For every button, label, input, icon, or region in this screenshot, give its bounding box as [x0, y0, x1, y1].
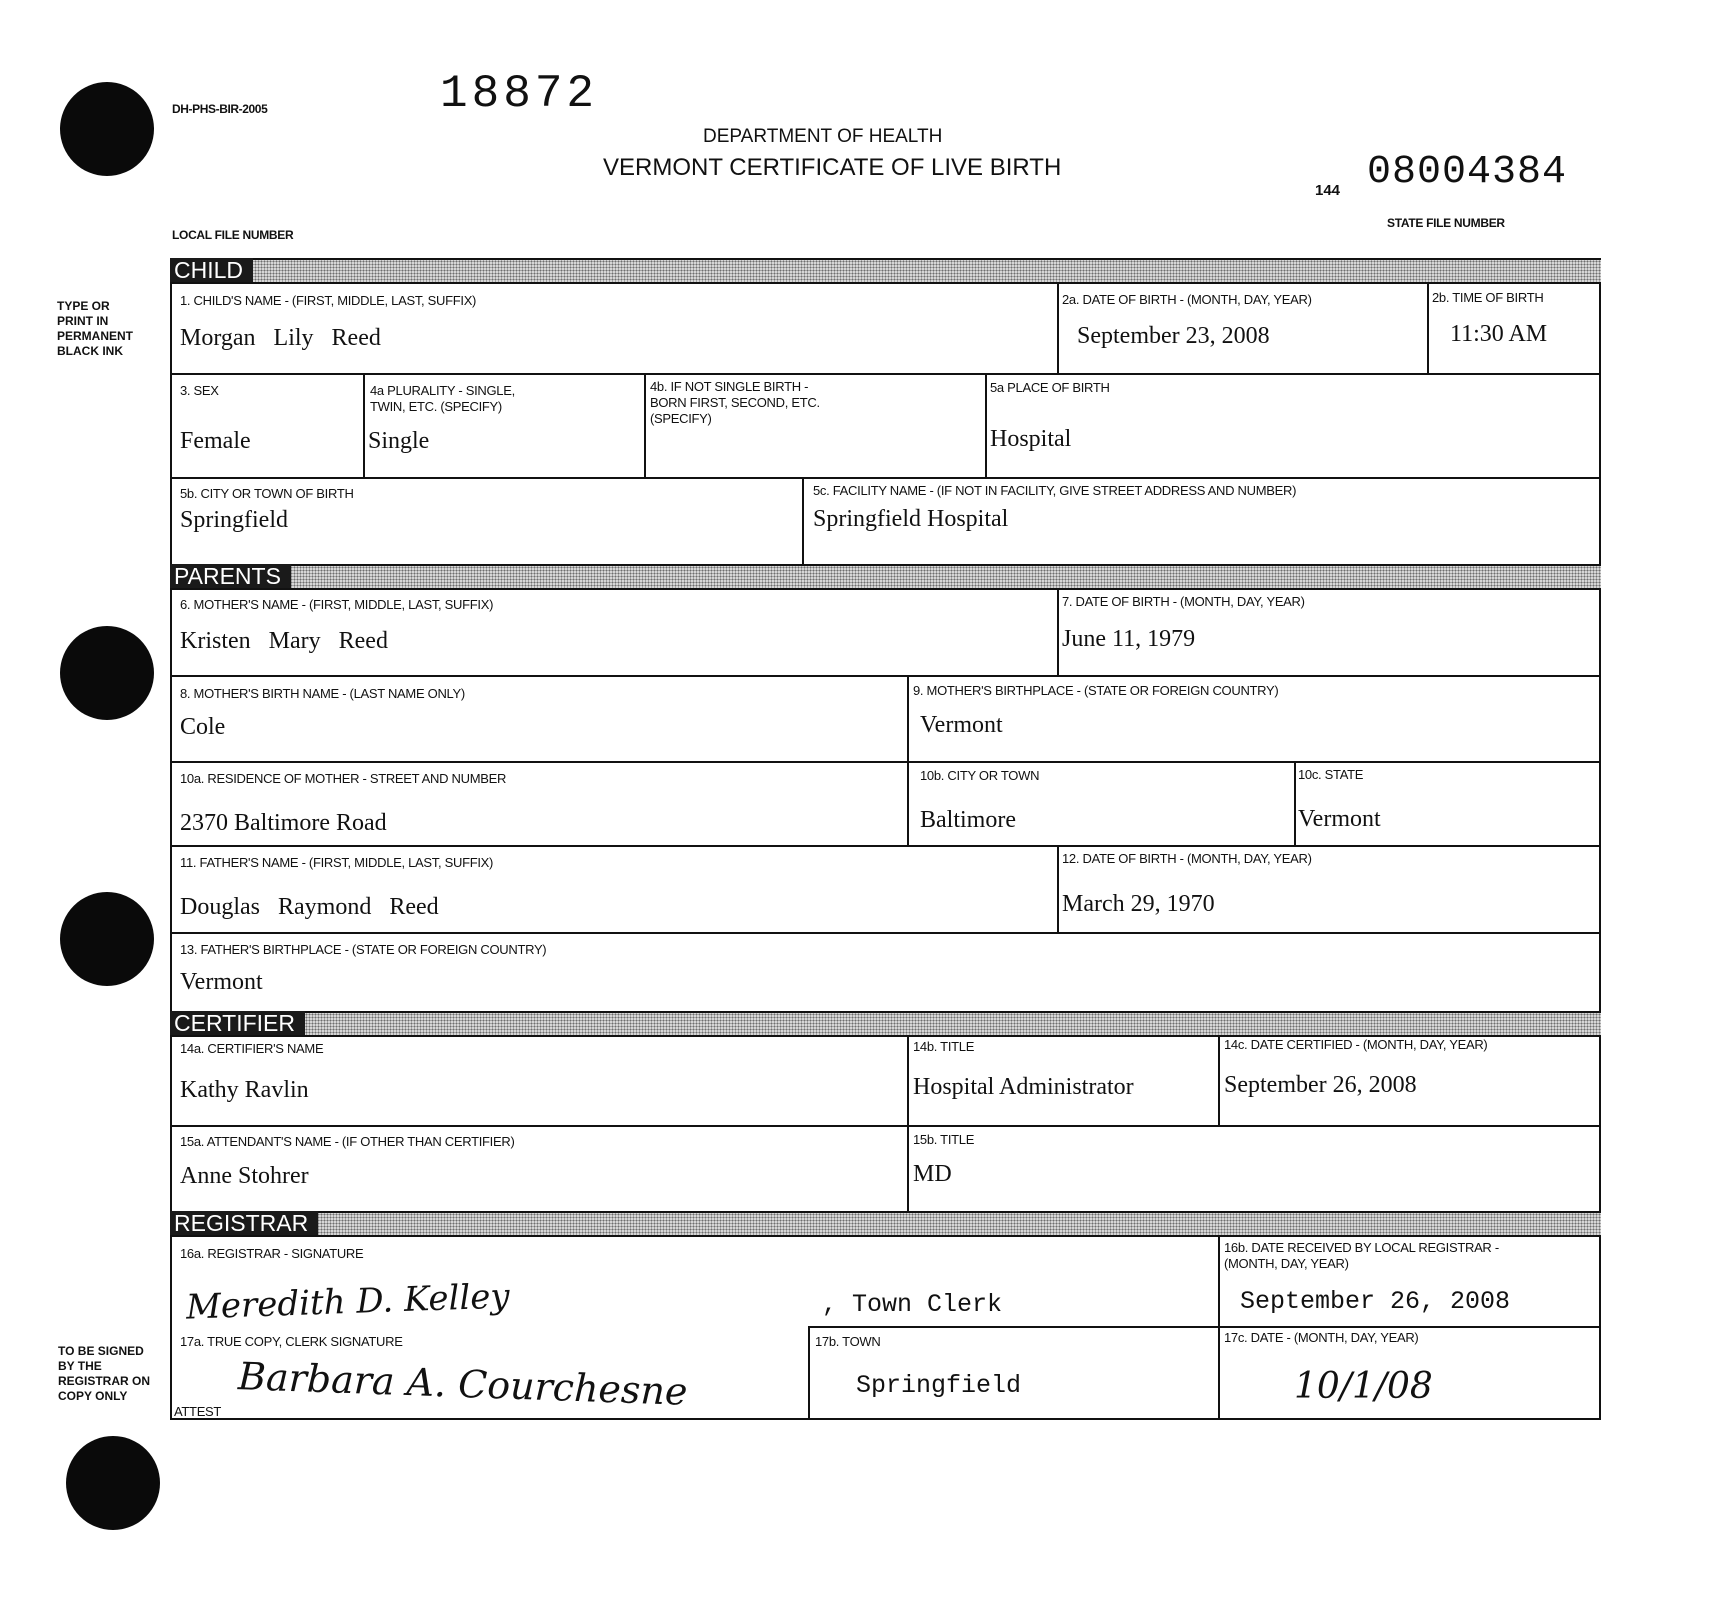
form-border-right: [1599, 258, 1601, 1420]
value-date-received: September 26, 2008: [1240, 1287, 1511, 1316]
punch-hole-3: [60, 892, 154, 986]
local-file-number-label: LOCAL FILE NUMBER: [172, 228, 294, 242]
label-registrar-signature: 16a. REGISTRAR - SIGNATURE: [180, 1246, 364, 1261]
value-certifier-name: Kathy Ravlin: [180, 1077, 309, 1103]
state-file-number-label: STATE FILE NUMBER: [1387, 216, 1505, 230]
label-mother-city: 10b. CITY OR TOWN: [920, 768, 1040, 783]
divider: [808, 1326, 1601, 1328]
divider: [170, 675, 1601, 677]
divider: [644, 375, 646, 479]
ink-instruction: TYPE OR PRINT IN PERMANENT BLACK INK: [57, 299, 134, 358]
form-code: DH-PHS-BIR-2005: [172, 102, 268, 116]
divider: [985, 375, 987, 479]
form-border-bottom: [170, 1418, 1601, 1420]
divider: [1218, 1326, 1220, 1420]
section-title-child: CHILD: [170, 258, 253, 282]
value-father-birthplace: Vermont: [180, 969, 263, 995]
value-city-of-birth: Springfield: [180, 507, 288, 533]
divider: [1294, 763, 1296, 847]
value-facility: Springfield Hospital: [813, 506, 1009, 532]
label-attest: ATTEST: [174, 1404, 222, 1419]
value-town: Springfield: [856, 1371, 1022, 1400]
punch-hole-2: [60, 626, 154, 720]
label-city-of-birth: 5b. CITY OR TOWN OF BIRTH: [180, 486, 354, 501]
divider: [907, 763, 909, 847]
value-father-dob: March 29, 1970: [1062, 891, 1215, 917]
registration-number: 18872: [440, 68, 599, 120]
value-time-of-birth: 11:30 AM: [1450, 321, 1548, 347]
divider: [170, 1125, 1601, 1127]
value-copy-date: 10/1/08: [1294, 1366, 1433, 1407]
value-plurality: Single: [368, 428, 430, 454]
value-attendant-title: MD: [913, 1161, 952, 1187]
label-father-dob: 12. DATE OF BIRTH - (MONTH, DAY, YEAR): [1062, 851, 1312, 866]
state-prefix: 144: [1315, 182, 1341, 199]
label-sex: 3. SEX: [180, 383, 219, 398]
label-birth-order: 4b. IF NOT SINGLE BIRTH - BORN FIRST, SECOND, ETC. (SPECIFY): [650, 379, 820, 426]
value-sex: Female: [180, 428, 251, 454]
value-mother-street: 2370 Baltimore Road: [180, 810, 387, 836]
label-town: 17b. TOWN: [815, 1334, 881, 1349]
registrar-title: , Town Clerk: [822, 1290, 1003, 1319]
value-mother-birthplace: Vermont: [920, 712, 1003, 738]
value-mother-birth-name: Cole: [180, 714, 226, 740]
value-mother-state: Vermont: [1298, 806, 1381, 832]
label-mother-state: 10c. STATE: [1298, 767, 1364, 782]
value-place-of-birth: Hospital: [990, 426, 1072, 452]
divider: [907, 677, 909, 763]
registrar-signature: Meredith D. Kelley: [185, 1276, 511, 1328]
divider: [907, 1127, 909, 1213]
divider: [1427, 284, 1429, 373]
label-facility: 5c. FACILITY NAME - (IF NOT IN FACILITY, GIVE STREET ADDRESS AND NUMBER): [813, 483, 1297, 498]
label-time-of-birth: 2b. TIME OF BIRTH: [1432, 290, 1544, 305]
department-heading: DEPARTMENT OF HEALTH: [703, 126, 943, 147]
divider: [1057, 590, 1059, 677]
label-date-received: 16b. DATE RECEIVED BY LOCAL REGISTRAR - (MONTH, DAY, YEAR): [1224, 1240, 1499, 1271]
section-bar-child: [170, 258, 1601, 284]
divider: [802, 479, 804, 566]
label-copy-date: 17c. DATE - (MONTH, DAY, YEAR): [1224, 1330, 1419, 1345]
section-bar-certifier: [170, 1011, 1601, 1037]
divider: [170, 373, 1601, 375]
value-mother-dob: June 11, 1979: [1062, 626, 1196, 652]
divider: [1057, 847, 1059, 934]
state-file-number: 08004384: [1367, 150, 1568, 195]
divider: [1218, 1237, 1220, 1328]
divider: [170, 761, 1601, 763]
label-mother-birthplace: 9. MOTHER'S BIRTHPLACE - (STATE OR FOREIGN COUNTRY): [913, 683, 1279, 698]
punch-hole-4: [66, 1436, 160, 1530]
value-certifier-title: Hospital Administrator: [913, 1074, 1134, 1100]
divider: [907, 1037, 909, 1127]
label-mother-name: 6. MOTHER'S NAME - (FIRST, MIDDLE, LAST, SUFFIX): [180, 597, 494, 612]
clerk-signature: Barbara A. Courchesne: [237, 1354, 689, 1414]
punch-hole-1: [60, 82, 154, 176]
value-date-certified: September 26, 2008: [1224, 1072, 1417, 1098]
certificate-title: VERMONT CERTIFICATE OF LIVE BIRTH: [603, 154, 1062, 181]
divider: [170, 932, 1601, 934]
divider: [1218, 1037, 1220, 1127]
label-mother-street: 10a. RESIDENCE OF MOTHER - STREET AND NUMBER: [180, 771, 507, 786]
label-clerk-signature: 17a. TRUE COPY, CLERK SIGNATURE: [180, 1334, 403, 1349]
form-border-left: [170, 258, 172, 1420]
divider: [170, 845, 1601, 847]
label-attendant-title: 15b. TITLE: [913, 1132, 975, 1147]
divider: [363, 375, 365, 479]
section-title-certifier: CERTIFIER: [170, 1011, 305, 1035]
copy-instruction: TO BE SIGNED BY THE REGISTRAR ON COPY ONLY: [58, 1344, 151, 1403]
value-child-name: Morgan Lily Reed: [180, 325, 381, 351]
value-mother-city: Baltimore: [920, 807, 1016, 833]
section-bar-registrar: [170, 1211, 1601, 1237]
label-date-certified: 14c. DATE CERTIFIED - (MONTH, DAY, YEAR): [1224, 1037, 1488, 1052]
divider: [808, 1326, 810, 1420]
label-certifier-title: 14b. TITLE: [913, 1039, 975, 1054]
label-place-of-birth: 5a PLACE OF BIRTH: [990, 380, 1110, 395]
value-father-name: Douglas Raymond Reed: [180, 894, 439, 920]
label-date-of-birth: 2a. DATE OF BIRTH - (MONTH, DAY, YEAR): [1062, 292, 1312, 307]
value-date-of-birth: September 23, 2008: [1077, 323, 1270, 349]
section-title-parents: PARENTS: [170, 564, 291, 588]
label-father-birthplace: 13. FATHER'S BIRTHPLACE - (STATE OR FOREIGN COUNTRY): [180, 942, 547, 957]
label-attendant-name: 15a. ATTENDANT'S NAME - (IF OTHER THAN CERTIFIER): [180, 1134, 515, 1149]
value-attendant-name: Anne Stohrer: [180, 1163, 309, 1189]
label-certifier-name: 14a. CERTIFIER'S NAME: [180, 1041, 324, 1056]
label-father-name: 11. FATHER'S NAME - (FIRST, MIDDLE, LAST, SUFFIX): [180, 855, 494, 870]
label-mother-birth-name: 8. MOTHER'S BIRTH NAME - (LAST NAME ONLY): [180, 686, 465, 701]
label-plurality: 4a PLURALITY - SINGLE, TWIN, ETC. (SPECIFY): [370, 383, 515, 414]
value-mother-name: Kristen Mary Reed: [180, 628, 388, 654]
section-bar-parents: [170, 564, 1601, 590]
section-title-registrar: REGISTRAR: [170, 1211, 318, 1235]
divider: [170, 477, 1601, 479]
label-mother-dob: 7. DATE OF BIRTH - (MONTH, DAY, YEAR): [1062, 594, 1305, 609]
label-child-name: 1. CHILD'S NAME - (FIRST, MIDDLE, LAST, SUFFIX): [180, 293, 477, 308]
divider: [1057, 284, 1059, 373]
